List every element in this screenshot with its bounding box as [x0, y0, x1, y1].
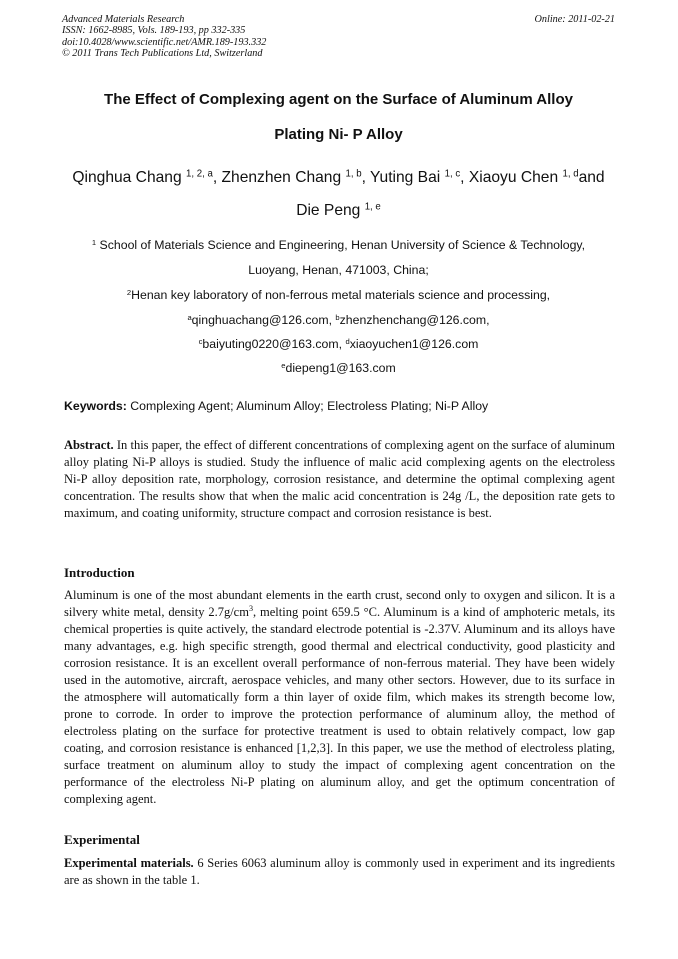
affiliation-text: School of Materials Science and Engineering, Henan University of Science & Technology,	[96, 238, 586, 252]
author-affiliation-mark: 1, 2, a	[185, 168, 213, 180]
superscript-exponent: 3	[248, 604, 254, 614]
issn-line: ISSN: 1662-8985, Vols. 189-193, pp 332-335	[62, 25, 246, 37]
author-separator: ,	[212, 169, 222, 186]
affiliation-2	[62, 288, 615, 302]
author-affiliation-mark: 1, e	[364, 201, 381, 213]
author-name: Die Peng	[296, 202, 361, 219]
abstract-paragraph	[64, 437, 615, 522]
publication-header	[62, 14, 615, 59]
subsection-label: Experimental materials.	[64, 856, 194, 870]
email-address: diepeng1@163.com	[285, 361, 396, 375]
section-heading-experimental: Experimental	[64, 832, 140, 847]
journal-name: Advanced Materials Research	[62, 14, 185, 25]
author-separator: ,	[460, 169, 469, 186]
email-line-3	[62, 361, 615, 375]
email-mark: a	[187, 312, 192, 322]
author-affiliation-mark: 1, b	[345, 168, 362, 180]
keywords-label: Keywords:	[64, 399, 127, 413]
email-address: qinghuachang@126.com,	[191, 313, 336, 327]
affiliation-text: Henan key laboratory of non-ferrous metal materials science and processing,	[131, 288, 551, 302]
email-mark: c	[198, 336, 203, 346]
copyright-line: © 2011 Trans Tech Publications Ltd, Switzerland	[62, 47, 263, 59]
introduction-paragraph	[64, 587, 615, 808]
keywords-line	[64, 399, 615, 413]
author-affiliation-mark: 1, c	[444, 168, 461, 180]
author-list-line-1	[62, 169, 615, 187]
introduction-text-continued: , melting point 659.5 °C. Aluminum is a kind of amphoteric metals, its chemical properties is quite actively, the standard electrode potential is -2.37V. Aluminum and its alloys have many advantages, e.g. high specific strength, good thermal and electrical conductivity, good plasticity and corrosion resistance. It is an excellent overall performance of non-ferrous material. They have been widely used in the automotive, aircraft, aerospace vehicles, and many other sectors. However, due to its surface in the atmosphere will automatically form a thin layer of oxide film, which makes its strength become low, prone to corrode. In order to improve the protection performance of aluminum alloy, the method of electroless plating on the surface for protective treatment is used to obtain relatively compact, low gap coating, and corrosion resistance is enhanced [1,2,3]. In this paper, we use the method of electroless plating, surface treatment on aluminum alloy to study the impact of complexing agent concentration on the performance of the electroless Ni-P plating on aluminum alloy, and get the optimum concentration of complexing agent.	[64, 605, 615, 806]
email-mark: d	[345, 336, 350, 346]
affiliation-mark: 1	[91, 237, 97, 247]
author-name: Xiaoyu Chen	[468, 169, 559, 186]
affiliation-1-line-2: Luoyang, Henan, 471003, China;	[248, 263, 429, 277]
doi-line: doi:10.4028/www.scientific.net/AMR.189-193.332	[62, 36, 267, 48]
abstract-label: Abstract.	[64, 438, 114, 452]
keywords-text: Complexing Agent; Aluminum Alloy; Electroless Plating; Ni-P Alloy	[126, 399, 489, 413]
author-list-line-2	[62, 202, 615, 220]
author-name: Qinghua Chang	[72, 169, 182, 186]
affiliation-1-line-1	[62, 238, 615, 252]
author-separator: and	[578, 169, 605, 186]
abstract-text: In this paper, the effect of different concentrations of complexing agent on the surface of aluminum alloy plating Ni-P alloys is studied. Study the influence of malic acid complexing agents on the electroless Ni-P alloy deposition rate, morphology, corrosion resistance, and determine the optimal complexing agent concentration. The results show that when the malic acid concentration is 24g /L, the deposition rate gets to maximum, and coating uniformity, structure compact and corrosion resistance is best.	[64, 438, 615, 520]
email-address: xiaoyuchen1@126.com	[349, 337, 479, 351]
author-name: Yuting Bai	[370, 169, 441, 186]
author-separator: ,	[361, 169, 370, 186]
email-line-2	[62, 337, 615, 351]
email-line-1	[62, 313, 615, 327]
paper-title-line-2: Plating Ni- P Alloy	[274, 126, 403, 143]
email-address: baiyuting0220@163.com,	[202, 337, 346, 351]
affiliation-mark: 2	[126, 287, 132, 297]
author-affiliation-mark: 1, d	[562, 168, 579, 180]
email-mark: b	[335, 312, 340, 322]
experimental-materials-text: 6 Series 6063 aluminum alloy is commonly used in experiment and its ingredients are as shown in the table 1.	[64, 856, 615, 887]
experimental-materials-paragraph	[64, 855, 615, 889]
online-date: Online: 2011-02-21	[534, 14, 615, 25]
introduction-text: Aluminum is one of the most abundant elements in the earth crust, second only to oxygen and silicon. It is a silvery white metal, density 2.7g/cm	[64, 588, 615, 619]
email-mark: e	[281, 360, 286, 370]
paper-title-line-1: The Effect of Complexing agent on the Surface of Aluminum Alloy	[104, 91, 573, 108]
section-heading-introduction: Introduction	[64, 565, 135, 580]
email-address: zhenzhenchang@126.com,	[339, 313, 490, 327]
author-name: Zhenzhen Chang	[221, 169, 342, 186]
